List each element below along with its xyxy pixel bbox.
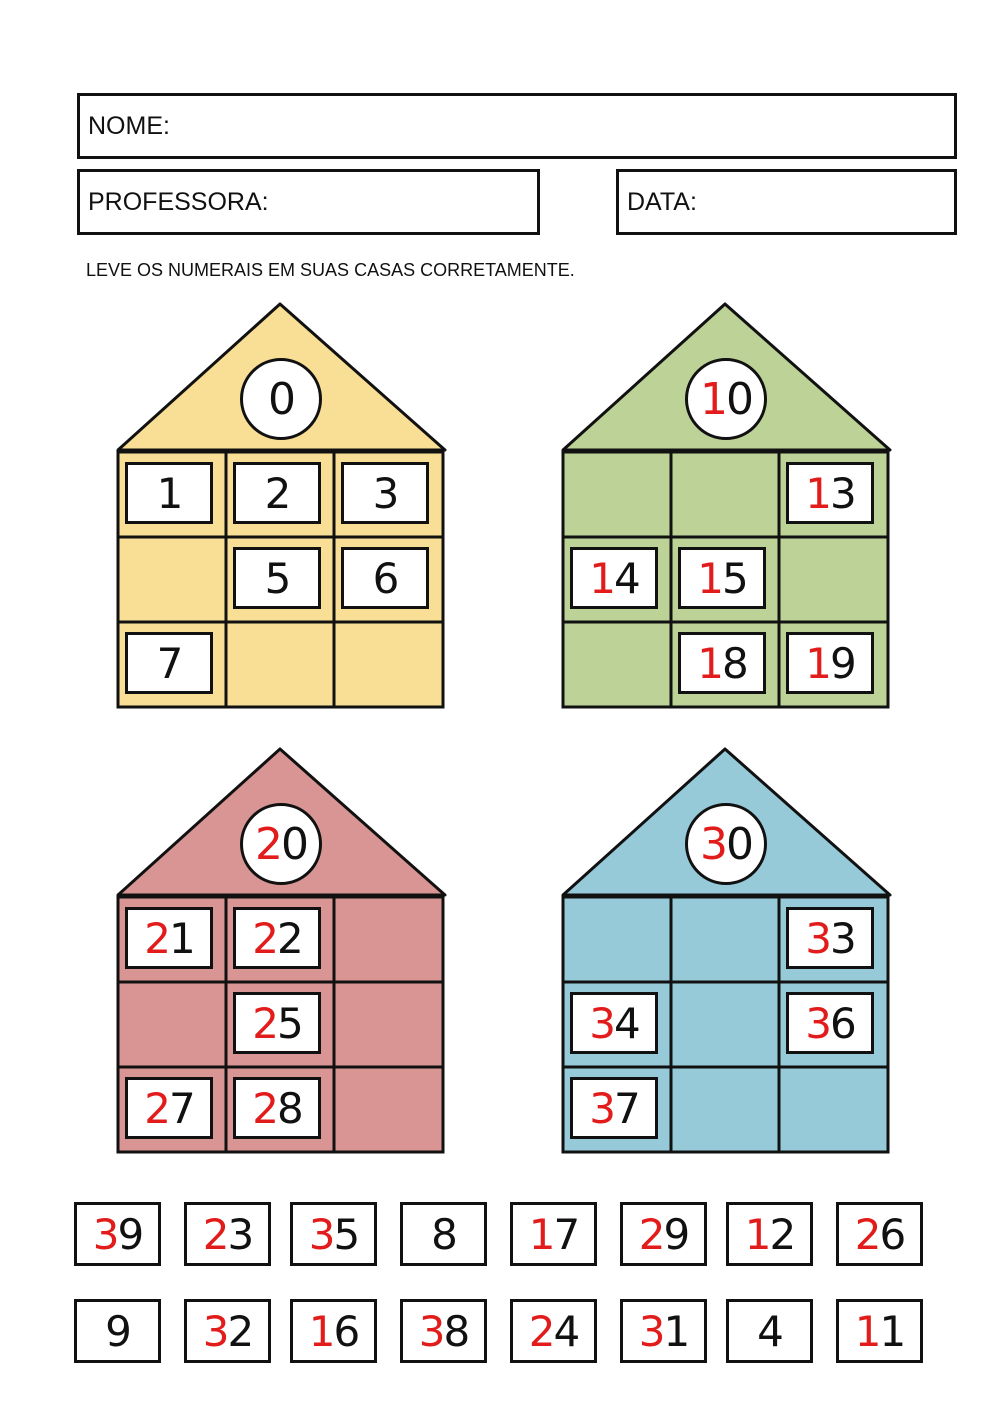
number-tile[interactable]: [290, 1202, 377, 1266]
instruction-text: LEVE OS NUMERAIS EM SUAS CASAS CORRETAMENTE.: [86, 260, 575, 280]
units-digit: 3: [830, 468, 855, 518]
number-tile[interactable]: [184, 1299, 271, 1363]
house-number-card: [570, 547, 658, 609]
tens-digit: 3: [92, 1209, 118, 1259]
tens-digit: 1: [700, 373, 726, 425]
tens-digit: 2: [638, 1209, 664, 1259]
units-digit: 3: [372, 468, 398, 518]
house-number-card: [341, 462, 429, 524]
house-10: [560, 300, 900, 720]
roof-number: [240, 803, 322, 885]
units-digit: 6: [333, 1306, 359, 1356]
tens-digit: 3: [805, 913, 830, 963]
units-digit: 6: [879, 1209, 905, 1259]
units-digit: 8: [443, 1306, 469, 1356]
tens-digit: 3: [202, 1306, 228, 1356]
tens-digit: 2: [144, 1083, 169, 1133]
units-digit: 8: [431, 1209, 456, 1259]
tens-digit: 3: [418, 1306, 444, 1356]
units-digit: 0: [268, 373, 294, 425]
units-digit: 5: [333, 1209, 359, 1259]
tens-digit: 1: [697, 638, 722, 688]
roof-number: [685, 803, 767, 885]
tens-digit: 3: [805, 998, 830, 1048]
data-field[interactable]: [616, 169, 957, 235]
units-digit: 5: [722, 553, 747, 603]
tens-digit: 1: [528, 1209, 554, 1259]
house-number-card: [125, 907, 213, 969]
house-number-card: [125, 1077, 213, 1139]
tens-digit: 2: [252, 998, 277, 1048]
tens-digit: 1: [308, 1306, 334, 1356]
house-number-card: [125, 462, 213, 524]
units-digit: 9: [830, 638, 855, 688]
tens-digit: 1: [744, 1209, 770, 1259]
house-number-card: [233, 462, 321, 524]
tens-digit: 3: [700, 818, 726, 870]
units-digit: 6: [830, 998, 855, 1048]
roof-number: [685, 358, 767, 440]
number-tile[interactable]: [400, 1202, 487, 1266]
tens-digit: 3: [589, 998, 614, 1048]
units-digit: 8: [277, 1083, 302, 1133]
house-number-card: [786, 907, 874, 969]
number-tile[interactable]: [400, 1299, 487, 1363]
house-number-card: [786, 462, 874, 524]
units-digit: 2: [277, 913, 302, 963]
units-digit: 6: [372, 553, 398, 603]
nome-field[interactable]: [77, 93, 957, 159]
house-0: [115, 300, 455, 720]
units-digit: 0: [281, 818, 307, 870]
professora-label: PROFESSORA:: [88, 187, 269, 216]
house-number-card: [570, 992, 658, 1054]
units-digit: 7: [553, 1209, 579, 1259]
number-tile[interactable]: [510, 1299, 597, 1363]
units-digit: 0: [726, 373, 752, 425]
tens-digit: 1: [854, 1306, 880, 1356]
house-number-card: [341, 547, 429, 609]
tens-digit: 2: [252, 1083, 277, 1133]
tens-digit: 3: [589, 1083, 614, 1133]
house-number-card: [233, 547, 321, 609]
units-digit: 0: [726, 818, 752, 870]
number-tile[interactable]: [836, 1202, 923, 1266]
number-tile[interactable]: [726, 1299, 813, 1363]
units-digit: 5: [277, 998, 302, 1048]
tens-digit: 1: [805, 638, 830, 688]
house-number-card: [233, 1077, 321, 1139]
tens-digit: 2: [528, 1306, 554, 1356]
tens-digit: 3: [308, 1209, 334, 1259]
units-digit: 4: [757, 1306, 782, 1356]
units-digit: 4: [614, 553, 639, 603]
units-digit: 7: [614, 1083, 639, 1133]
house-30: [560, 745, 900, 1165]
units-digit: 2: [769, 1209, 795, 1259]
tens-digit: 1: [589, 553, 614, 603]
number-tile[interactable]: [184, 1202, 271, 1266]
units-digit: 5: [264, 553, 290, 603]
number-tile[interactable]: [836, 1299, 923, 1363]
house-number-card: [786, 632, 874, 694]
units-digit: 7: [169, 1083, 194, 1133]
house-number-card: [678, 632, 766, 694]
units-digit: 1: [169, 913, 194, 963]
number-tile[interactable]: [510, 1202, 597, 1266]
units-digit: 3: [227, 1209, 253, 1259]
house-20: [115, 745, 455, 1165]
units-digit: 4: [553, 1306, 579, 1356]
units-digit: 2: [264, 468, 290, 518]
house-number-card: [786, 992, 874, 1054]
number-tile[interactable]: [726, 1202, 813, 1266]
units-digit: 1: [663, 1306, 689, 1356]
data-label: DATA:: [627, 187, 697, 216]
units-digit: 1: [156, 468, 182, 518]
units-digit: 4: [614, 998, 639, 1048]
tens-digit: 2: [255, 818, 281, 870]
house-number-card: [125, 632, 213, 694]
nome-label: NOME:: [88, 111, 170, 140]
tens-digit: 1: [697, 553, 722, 603]
units-digit: 9: [105, 1306, 130, 1356]
tens-digit: 2: [252, 913, 277, 963]
house-number-card: [678, 547, 766, 609]
tens-digit: 2: [202, 1209, 228, 1259]
tens-digit: 3: [638, 1306, 664, 1356]
house-number-card: [570, 1077, 658, 1139]
number-tile[interactable]: [620, 1299, 707, 1363]
tens-digit: 1: [805, 468, 830, 518]
units-digit: 8: [722, 638, 747, 688]
units-digit: 1: [879, 1306, 905, 1356]
professora-field[interactable]: [77, 169, 540, 235]
units-digit: 9: [117, 1209, 143, 1259]
units-digit: 2: [227, 1306, 253, 1356]
units-digit: 7: [156, 638, 182, 688]
number-tile[interactable]: [74, 1202, 161, 1266]
roof-number: [240, 358, 322, 440]
number-tile[interactable]: [74, 1299, 161, 1363]
units-digit: 3: [830, 913, 855, 963]
tens-digit: 2: [854, 1209, 880, 1259]
house-number-card: [233, 992, 321, 1054]
tens-digit: 2: [144, 913, 169, 963]
units-digit: 9: [663, 1209, 689, 1259]
number-tile[interactable]: [620, 1202, 707, 1266]
house-number-card: [233, 907, 321, 969]
number-tile[interactable]: [290, 1299, 377, 1363]
